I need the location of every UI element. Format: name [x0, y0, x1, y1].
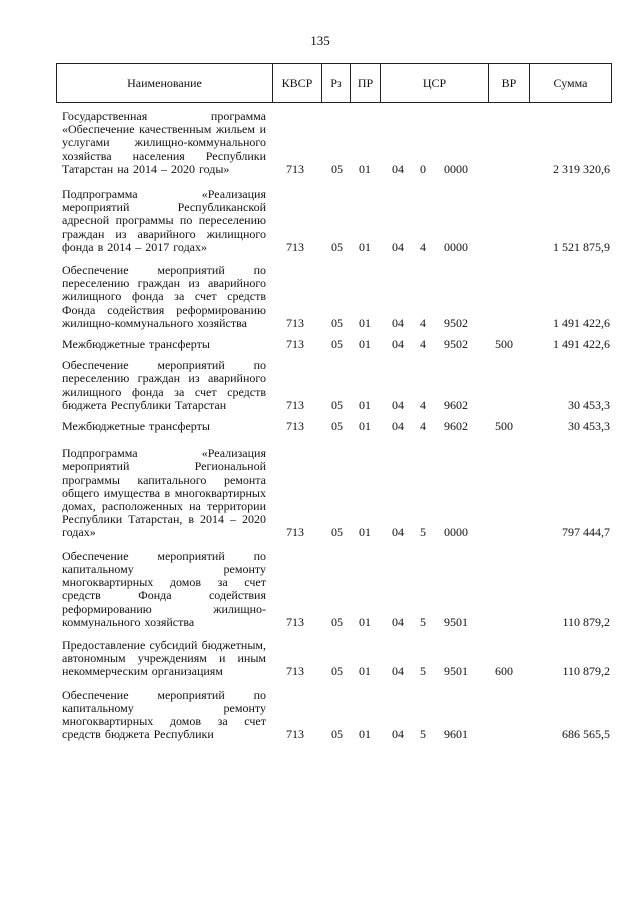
- header-sum: Сумма: [553, 75, 588, 90]
- row-kvsr: 713: [286, 161, 304, 176]
- row-csr1: 04: [392, 239, 404, 254]
- row-values: [62, 240, 614, 254]
- row-csr1: 04: [392, 727, 404, 742]
- row-sum: 1 491 422,6: [553, 337, 610, 352]
- table-row: [62, 188, 614, 254]
- row-csr1: 04: [392, 525, 404, 540]
- row-rz: 05: [331, 664, 343, 679]
- row-csr2: 4: [420, 315, 426, 330]
- table-row: [62, 338, 614, 351]
- row-csr1: 04: [392, 315, 404, 330]
- row-csr1: 04: [392, 337, 404, 352]
- row-name: Государственная программа «Обеспечение качественным жильем и услугами жилищно-коммунального хозяйства населения Республики Татарстан на 2014 – 2020 годы»: [62, 109, 266, 176]
- row-rz: 05: [331, 337, 343, 352]
- row-sum: 797 444,7: [562, 525, 610, 540]
- row-kvsr: 713: [286, 525, 304, 540]
- row-kvsr: 713: [286, 727, 304, 742]
- row-kvsr: 713: [286, 337, 304, 352]
- row-rz: 05: [331, 727, 343, 742]
- table-row: [62, 550, 614, 629]
- row-pr: 01: [359, 239, 371, 254]
- row-csr3: 9601: [444, 727, 468, 742]
- row-csr1: 04: [392, 614, 404, 629]
- row-csr2: 5: [420, 664, 426, 679]
- row-sum: 30 453,3: [568, 419, 610, 434]
- row-rz: 05: [331, 397, 343, 412]
- row-csr1: 04: [392, 664, 404, 679]
- table-row: [62, 639, 614, 679]
- table-row: [62, 420, 614, 433]
- row-csr3: 0000: [444, 525, 468, 540]
- row-csr3: 9502: [444, 315, 468, 330]
- row-csr1: 04: [392, 161, 404, 176]
- row-name: Подпрограмма «Реализация мероприятий Региональной программы капитального ремонта общего имущества в многоквартирных домах, расположенных на территории Республики Татарстан, в 2014 – 2020 годах»: [62, 446, 266, 540]
- row-pr: 01: [359, 315, 371, 330]
- table-row: [62, 110, 614, 176]
- row-vr: 600: [495, 664, 513, 679]
- row-csr3: 9602: [444, 397, 468, 412]
- row-pr: 01: [359, 614, 371, 629]
- table-header: [56, 63, 612, 103]
- row-csr3: 0000: [444, 239, 468, 254]
- row-kvsr: 713: [286, 664, 304, 679]
- row-csr2: 0: [420, 161, 426, 176]
- row-sum: 2 319 320,6: [553, 161, 610, 176]
- row-kvsr: 713: [286, 614, 304, 629]
- table-body: [62, 102, 614, 741]
- row-name: Подпрограмма «Реализация мероприятий Республиканской адресной программы по переселению граждан из аварийного жилищного фонда в 2014 – 2017 годах»: [62, 187, 266, 254]
- row-kvsr: 713: [286, 397, 304, 412]
- header-rz: Рз: [322, 64, 351, 102]
- header-kvsr: КВСР: [273, 64, 322, 102]
- header-name: Наименование: [57, 64, 273, 102]
- row-csr1: 04: [392, 397, 404, 412]
- table-row: [62, 447, 614, 539]
- row-values: [62, 615, 614, 629]
- row-sum: 1 521 875,9: [553, 239, 610, 254]
- row-name: Обеспечение мероприятий по капитальному ремонту многоквартирных домов за счет средств Фонда содействия реформированию жилищно-коммунального хозяйства: [62, 548, 266, 629]
- table-row: [62, 264, 614, 330]
- row-sum: 686 565,5: [562, 727, 610, 742]
- row-pr: 01: [359, 337, 371, 352]
- row-name: Обеспечение мероприятий по капитальному ремонту многоквартирных домов за счет средств бюджета Республики: [62, 687, 266, 742]
- row-pr: 01: [359, 525, 371, 540]
- row-values: [62, 665, 614, 679]
- row-values: [62, 398, 614, 412]
- row-pr: 01: [359, 419, 371, 434]
- header-csr: ЦСР: [381, 64, 489, 102]
- row-rz: 05: [331, 239, 343, 254]
- row-kvsr: 713: [286, 419, 304, 434]
- row-values: [62, 337, 614, 351]
- row-csr2: 4: [420, 419, 426, 434]
- row-csr2: 5: [420, 727, 426, 742]
- header-pr: ПР: [351, 64, 381, 102]
- row-rz: 05: [331, 614, 343, 629]
- row-csr3: 9502: [444, 337, 468, 352]
- row-rz: 05: [331, 161, 343, 176]
- row-name: Межбюджетные трансферты: [62, 419, 210, 434]
- row-kvsr: 713: [286, 315, 304, 330]
- row-sum: 30 453,3: [568, 397, 610, 412]
- row-values: [62, 526, 614, 540]
- row-pr: 01: [359, 727, 371, 742]
- row-pr: 01: [359, 161, 371, 176]
- row-values: [62, 316, 614, 330]
- row-csr3: 9602: [444, 419, 468, 434]
- row-name: Предоставление субсидий бюджетным, автономным учреждениям и иным некоммерческим организациям: [62, 637, 266, 679]
- row-csr1: 04: [392, 419, 404, 434]
- row-vr: 500: [495, 419, 513, 434]
- row-pr: 01: [359, 397, 371, 412]
- page-number: 135: [310, 33, 330, 48]
- row-vr: 500: [495, 337, 513, 352]
- row-pr: 01: [359, 664, 371, 679]
- table-row: [62, 689, 614, 742]
- row-sum: 110 879,2: [562, 614, 610, 629]
- row-name: Обеспечение мероприятий по переселению граждан из аварийного жилищного фонда за счет средств бюджета Республики Татарстан: [62, 358, 266, 412]
- row-csr2: 4: [420, 239, 426, 254]
- row-values: [62, 162, 614, 176]
- row-csr2: 5: [420, 614, 426, 629]
- row-values: [62, 727, 614, 741]
- row-csr2: 4: [420, 397, 426, 412]
- row-csr2: 5: [420, 525, 426, 540]
- row-values: [62, 419, 614, 433]
- row-csr3: 9501: [444, 614, 468, 629]
- table-row: [62, 359, 614, 412]
- row-rz: 05: [331, 525, 343, 540]
- row-rz: 05: [331, 315, 343, 330]
- row-kvsr: 713: [286, 239, 304, 254]
- row-rz: 05: [331, 419, 343, 434]
- row-csr3: 9501: [444, 664, 468, 679]
- row-sum: 110 879,2: [562, 664, 610, 679]
- row-sum: 1 491 422,6: [553, 315, 610, 330]
- row-csr3: 0000: [444, 161, 468, 176]
- row-csr2: 4: [420, 337, 426, 352]
- row-name: Межбюджетные трансферты: [62, 337, 210, 352]
- row-name: Обеспечение мероприятий по переселению граждан из аварийного жилищного фонда за счет средств Фонда содействия реформированию жилищно-коммунального хозяйства: [62, 263, 266, 330]
- header-vr: ВР: [489, 64, 530, 102]
